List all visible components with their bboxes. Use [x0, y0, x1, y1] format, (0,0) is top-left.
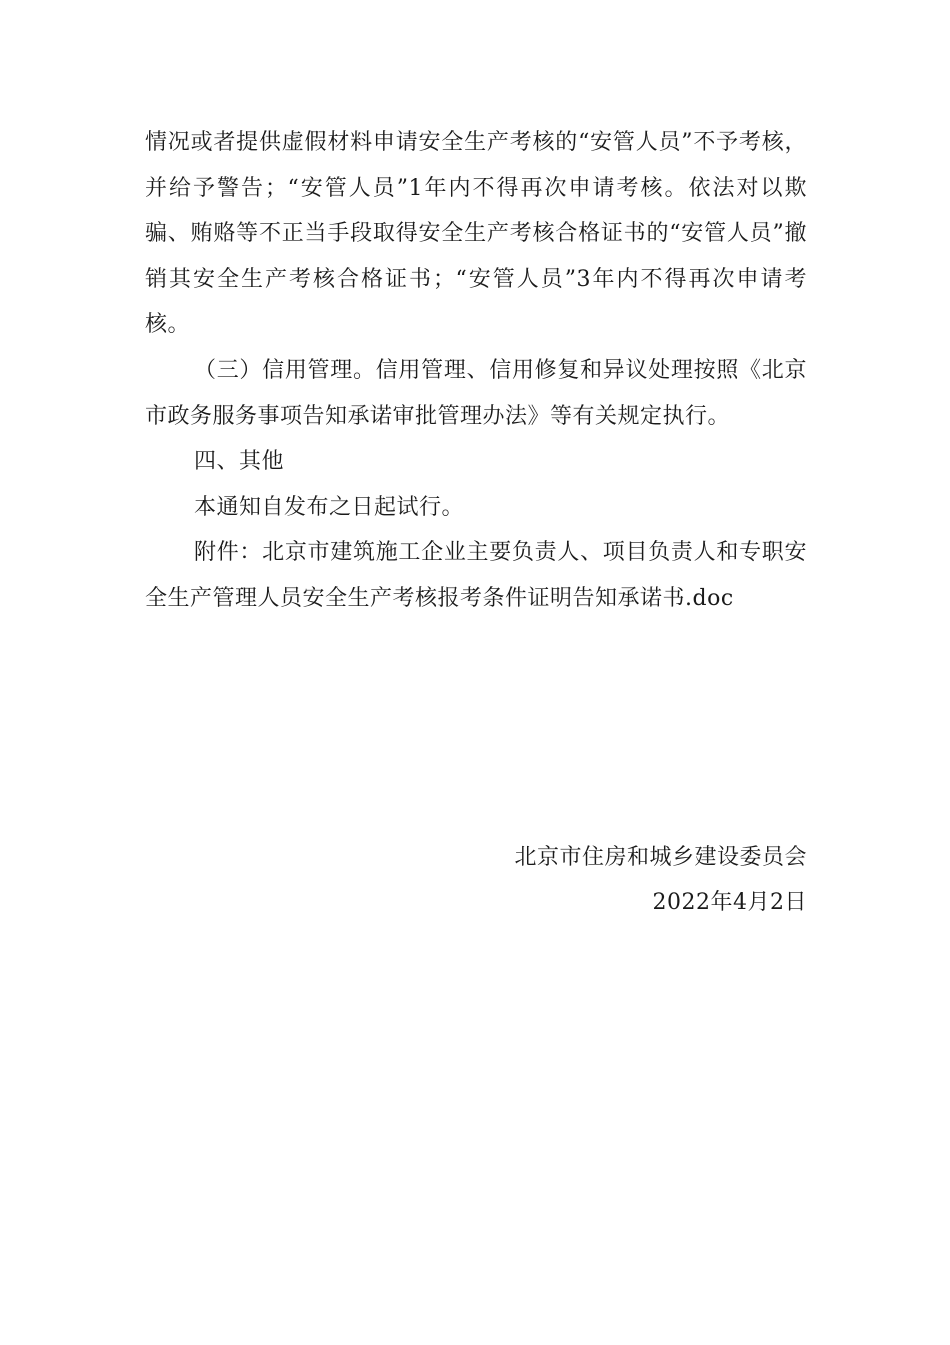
paragraph-penalty-continued: 情况或者提供虚假材料申请安全生产考核的“安管人员”不予考核，并给予警告；“安管人员”1年内不得再次申请考核。依法对以欺骗、贿赂等不正当手段取得安全生产考核合格证书的“安管人员”撤销其安全生产考核合格证书；“安管人员”3年内不得再次申请考核。	[145, 130, 807, 338]
paragraph-credit-management: （三）信用管理。信用管理、信用修复和异议处理按照《北京市政务服务事项告知承诺审批管理办法》等有关规定执行。	[145, 357, 807, 429]
paragraph-attachment[interactable]: 附件：北京市建筑施工企业主要负责人、项目负责人和专职安全生产管理人员安全生产考核报考条件证明告知承诺书.doc	[145, 540, 807, 611]
document-body	[145, 120, 807, 622]
section-heading-other: 四、其他	[194, 449, 285, 475]
signature-block	[514, 835, 807, 925]
issue-date: 2022年4月2日	[652, 890, 807, 915]
paragraph-effective-date: 本通知自发布之日起试行。	[194, 494, 465, 520]
issuer-name: 北京市住房和城乡建设委员会	[514, 845, 807, 870]
